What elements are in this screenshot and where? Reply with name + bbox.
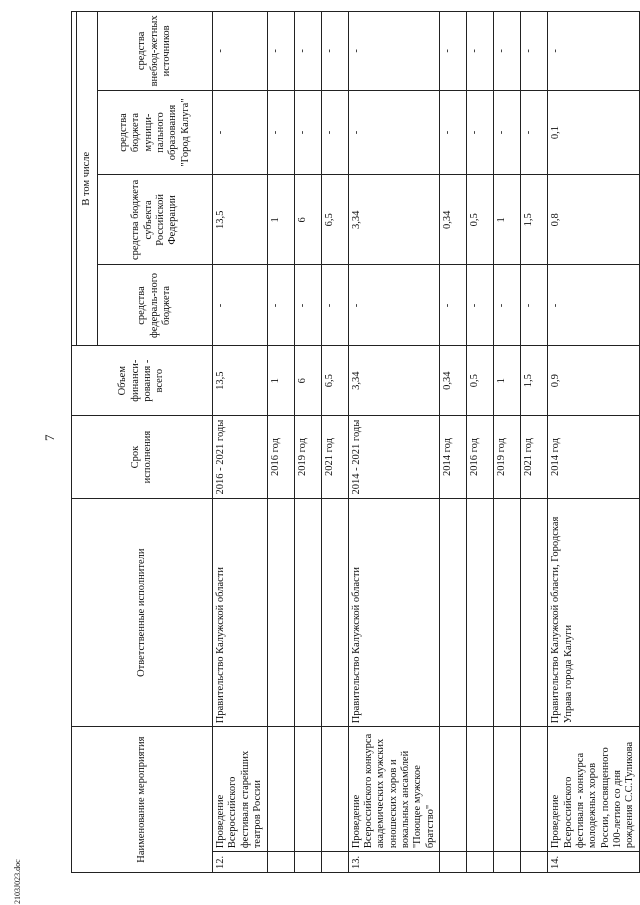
table-row (521, 12, 548, 873)
header-subject: средства бюджета субъекта Российской Федерации (98, 175, 213, 265)
table-row (348, 12, 440, 873)
row-offbudget: - (548, 12, 640, 91)
table-row (548, 12, 640, 873)
row-executor: Правительство Калужской области, Городская Управа города Калуги (548, 499, 640, 727)
row-number (294, 852, 321, 873)
row-total: 13,5 (213, 346, 268, 415)
row-term: 2019 год (294, 415, 321, 498)
row-subject: 0,8 (548, 175, 640, 265)
row-subject: 0,5 (467, 175, 494, 265)
table-body (213, 12, 640, 873)
row-total: 1,5 (521, 346, 548, 415)
table-row (321, 12, 348, 873)
row-offbudget: - (321, 12, 348, 91)
table-row (294, 12, 321, 873)
row-municipal: - (440, 90, 467, 174)
row-executor (467, 499, 494, 727)
row-term: 2021 год (321, 415, 348, 498)
header-federal: средства федераль-ного бюджета (98, 265, 213, 346)
row-federal: - (294, 265, 321, 346)
row-number (494, 852, 521, 873)
header-executors: Ответственные исполнители (72, 499, 213, 727)
row-municipal: 0,1 (548, 90, 640, 174)
row-total: 1 (267, 346, 294, 415)
row-subject: 6 (294, 175, 321, 265)
row-subject: 3,34 (348, 175, 440, 265)
row-federal: - (321, 265, 348, 346)
row-executor (440, 499, 467, 727)
row-federal: - (521, 265, 548, 346)
row-name (294, 727, 321, 852)
row-offbudget: - (494, 12, 521, 91)
row-offbudget: - (267, 12, 294, 91)
row-term: 2016 год (267, 415, 294, 498)
row-executor: Правительство Калужской области (348, 499, 440, 727)
row-number (521, 852, 548, 873)
header-incl: В том числе (77, 12, 98, 346)
row-subject: 1 (494, 175, 521, 265)
header-municipal: средства бюджета муници-пального образования "Город Калуга" (98, 90, 213, 174)
header-offbudget: средства внебюд-жетных источников (98, 12, 213, 91)
row-term: 2016 - 2021 годы (213, 415, 268, 498)
row-name (440, 727, 467, 852)
row-executor (521, 499, 548, 727)
row-subject: 0,34 (440, 175, 467, 265)
row-municipal: - (267, 90, 294, 174)
row-subject: 6,5 (321, 175, 348, 265)
funding-table (71, 11, 640, 873)
document-code: 2103J023.doc (13, 859, 22, 904)
row-name: Проведение Всероссийского фестиваля - конкурса молодежных хоров России, посвященного 100-летию со дня рождения С.С.Туликова (548, 727, 640, 852)
row-subject: 1,5 (521, 175, 548, 265)
row-total: 6,5 (321, 346, 348, 415)
row-total: 6 (294, 346, 321, 415)
row-executor (267, 499, 294, 727)
row-federal: - (267, 265, 294, 346)
row-name (267, 727, 294, 852)
row-municipal: - (294, 90, 321, 174)
row-term: 2014 год (548, 415, 640, 498)
row-number (467, 852, 494, 873)
row-name: Проведение Всероссийского конкурса академических мужских юношеских хоров и вокальных ансамблей "Поющее мужское братство" (348, 727, 440, 852)
row-name (494, 727, 521, 852)
header-term: Срок исполнения (72, 415, 213, 498)
row-offbudget: - (440, 12, 467, 91)
row-federal: - (440, 265, 467, 346)
table-row (494, 12, 521, 873)
table-row (467, 12, 494, 873)
row-term: 2021 год (521, 415, 548, 498)
row-name (467, 727, 494, 852)
row-total: 3,34 (348, 346, 440, 415)
row-offbudget: - (467, 12, 494, 91)
row-executor: Правительство Калужской области (213, 499, 268, 727)
table-row (267, 12, 294, 873)
row-municipal: - (321, 90, 348, 174)
row-executor (294, 499, 321, 727)
row-total: 0,9 (548, 346, 640, 415)
row-subject: 13,5 (213, 175, 268, 265)
row-subject: 1 (267, 175, 294, 265)
row-number (440, 852, 467, 873)
table-row (213, 12, 268, 873)
row-total: 0,5 (467, 346, 494, 415)
row-offbudget: - (294, 12, 321, 91)
row-executor (321, 499, 348, 727)
row-executor (494, 499, 521, 727)
row-municipal: - (348, 90, 440, 174)
row-total: 1 (494, 346, 521, 415)
row-federal: - (213, 265, 268, 346)
page-number: 7 (42, 434, 57, 441)
row-term: 2014 год (440, 415, 467, 498)
row-number: 13. (348, 852, 440, 873)
row-federal: - (348, 265, 440, 346)
row-municipal: - (213, 90, 268, 174)
header-name: Наименование мероприятия (72, 727, 213, 873)
row-term: 2014 - 2021 годы (348, 415, 440, 498)
row-total: 0,34 (440, 346, 467, 415)
row-name (521, 727, 548, 852)
row-number (267, 852, 294, 873)
header-volume: Объем финанси-рования - всего (72, 346, 213, 415)
row-number: 12. (213, 852, 268, 873)
row-term: 2016 год (467, 415, 494, 498)
row-name (321, 727, 348, 852)
row-number: 14. (548, 852, 640, 873)
row-term: 2019 год (494, 415, 521, 498)
row-offbudget: - (521, 12, 548, 91)
row-offbudget: - (348, 12, 440, 91)
table-row (440, 12, 467, 873)
row-municipal: - (467, 90, 494, 174)
row-number (321, 852, 348, 873)
row-name: Проведение Всероссийского фестиваля старейших театров России (213, 727, 268, 852)
row-federal: - (494, 265, 521, 346)
row-federal: - (467, 265, 494, 346)
row-federal: - (548, 265, 640, 346)
row-offbudget: - (213, 12, 268, 91)
row-municipal: - (494, 90, 521, 174)
row-municipal: - (521, 90, 548, 174)
rotated-table-container (71, 11, 636, 873)
